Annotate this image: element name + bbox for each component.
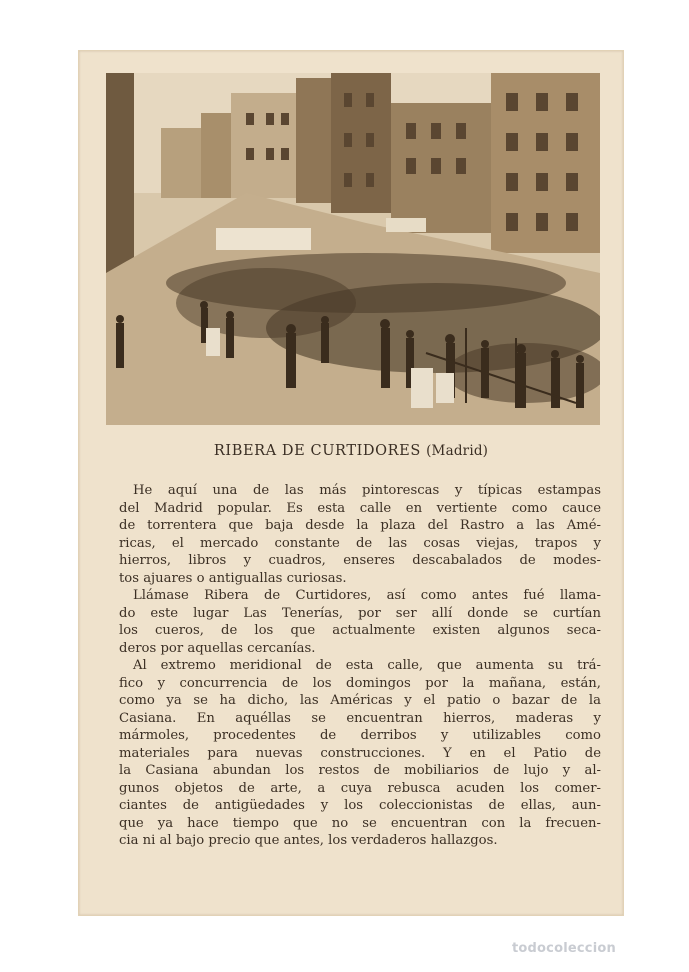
text-line: de torrentera que baja desde la plaza del Rastro a las Amé- [119,518,601,533]
text-line: ciantes de antigüedades y los coleccionistas de ellas, aun- [119,798,601,813]
text-line: fico y concurrencia de los domingos por la mañana, están, [119,675,601,691]
site-watermark: todocoleccion [512,941,616,956]
text-line: la Casiana abundan los restos de mobiliarios de lujo y al- [119,763,601,778]
text-line: Casiana. En aquéllas se encuentran hierros, maderas y [119,710,601,726]
text-line: Llámase Ribera de Curtidores, así como antes fué llama- [133,588,601,603]
caption-title: RIBERA DE CURTIDORES [213,443,421,459]
caption-subtitle: (Madrid) [426,443,489,459]
text-line: Al extremo meridional de esta calle, que aumenta su trá- [133,658,601,673]
text-line: mármoles, procedentes de derribos y utilizables como [119,728,601,743]
text-line: He aquí una de las más pintorescas y típicas estampas [133,483,601,498]
text-line: cia ni al bajo precio que antes, los verdaderos hallazgos. [119,833,498,848]
text-line: deros por aquellas cercanías. [119,640,316,656]
street-market-photo [106,73,600,425]
text-line: los cueros, de los que actualmente existen algunos seca- [119,623,601,638]
postcard [78,50,624,916]
text-line: del Madrid popular. Es esta calle en vertiente como cauce [119,500,601,516]
text-line: que ya hace tiempo que no se encuentran con la frecuen- [119,815,601,831]
text-line: ricas, el mercado constante de las cosas viejas, trapos y [119,535,601,551]
text-line: do este lugar Las Tenerías, por ser allí donde se curtían [119,605,601,621]
text-line: tos ajuares o antiguallas curiosas. [119,570,347,586]
text-line: materiales para nuevas construcciones. Y en el Patio de [119,745,601,761]
text-line: hierros, libros y cuadros, enseres descabalados de modes- [119,553,601,568]
street-market-photo-image [106,73,600,425]
body-text [119,482,601,850]
text-line: como ya se ha dicho, las Américas y el patio o bazar de la [119,693,601,708]
text-line: gunos objetos de arte, a cuya rebusca acuden los comer- [119,780,601,796]
photo-caption [79,443,623,459]
